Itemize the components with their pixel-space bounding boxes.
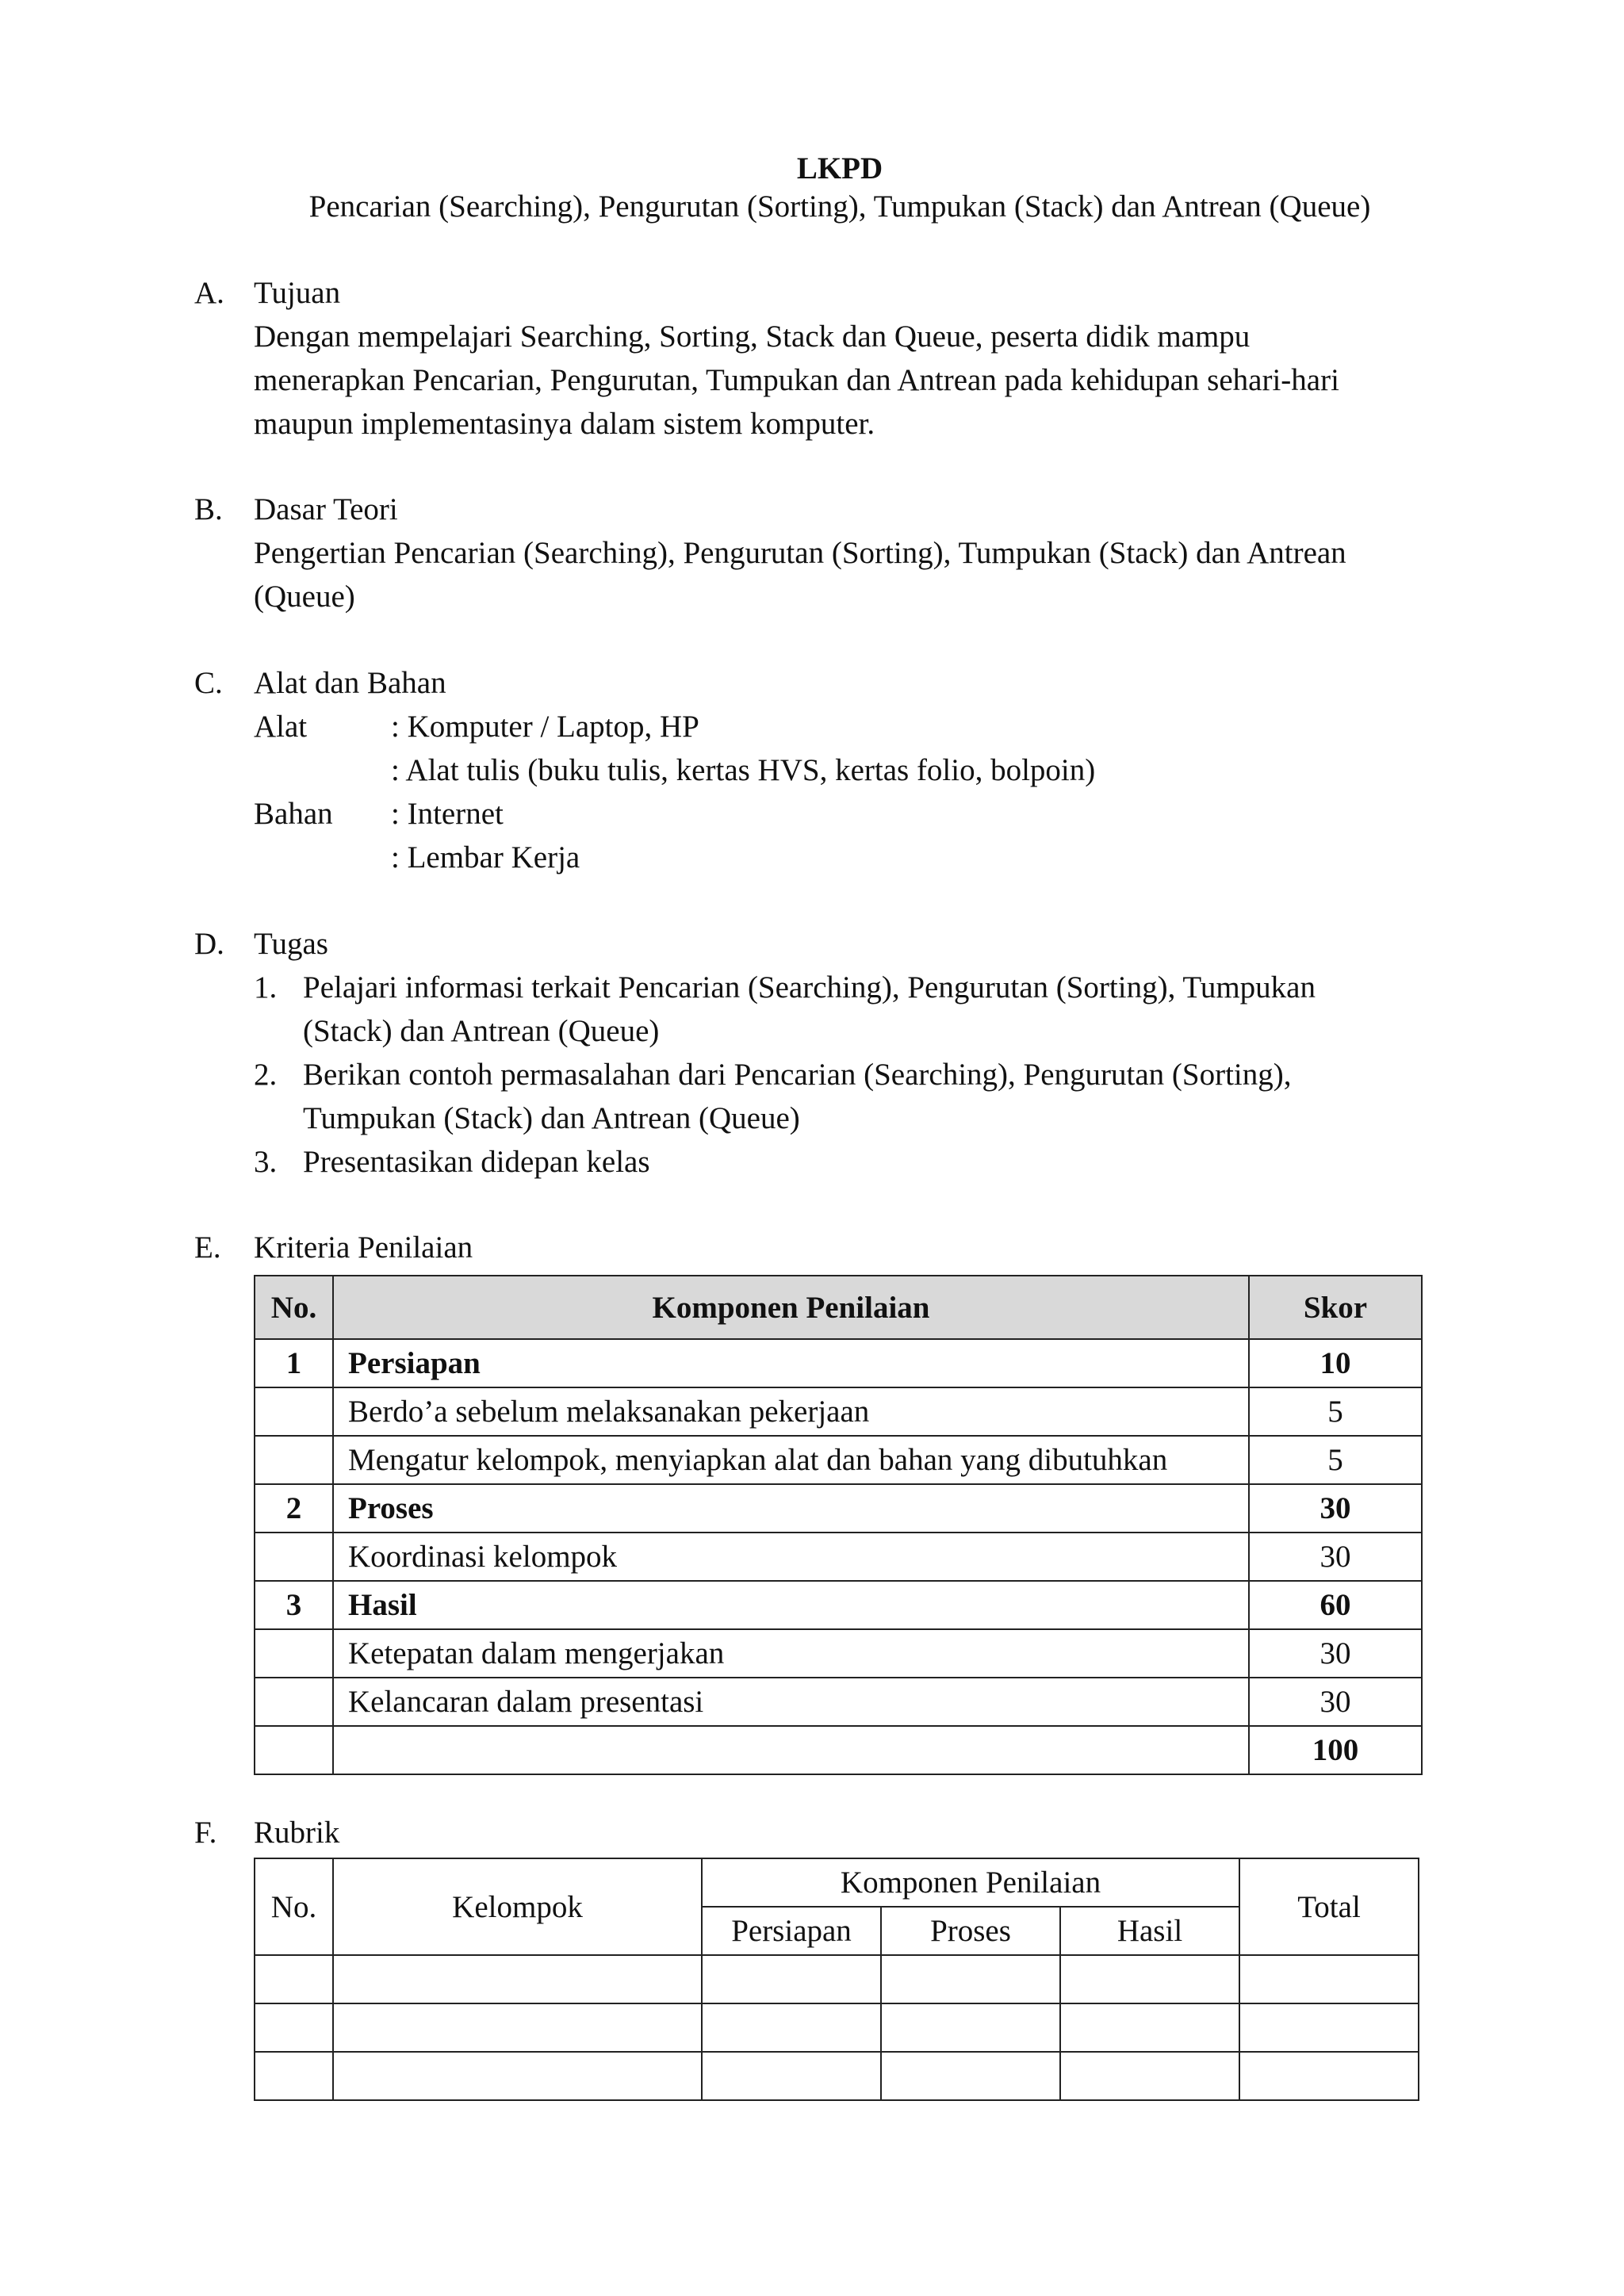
section-d-letter: D. (194, 927, 224, 961)
table-row (255, 1581, 1422, 1629)
rubrik-cell (1239, 1955, 1419, 2003)
rubrik-cell (1239, 2003, 1419, 2052)
rubrik-cell (702, 2052, 881, 2100)
rubrik-header-komponen: Komponen Penilaian (702, 1858, 1239, 1907)
table-row (255, 1484, 1422, 1533)
cell-no: 3 (255, 1581, 333, 1629)
section-b-line: Pengertian Pencarian (Searching), Pengurutan (Sorting), Tumpukan (Stack) dan Antrean (254, 536, 1346, 570)
task-number: 2. (254, 1058, 278, 1092)
cell-komponen: Persiapan (333, 1339, 1249, 1387)
rubrik-cell (881, 2052, 1060, 2100)
cell-no (255, 1678, 333, 1726)
rubrik-cell (702, 2003, 881, 2052)
document-title: LKPD (796, 151, 883, 186)
cell-total-skor: 100 (1249, 1726, 1422, 1774)
rubrik-cell (255, 1955, 333, 2003)
cell-skor: 5 (1249, 1387, 1422, 1436)
rubrik-cell (1060, 2052, 1239, 2100)
cell-skor: 30 (1249, 1678, 1422, 1726)
table-row (255, 1387, 1422, 1436)
section-f-letter: F. (194, 1816, 217, 1850)
bahan-item: : Lembar Kerja (391, 840, 580, 874)
cell-no (255, 1533, 333, 1581)
rubrik-cell (333, 2052, 702, 2100)
rubrik-cell (255, 2003, 333, 2052)
task-text: (Stack) dan Antrean (Queue) (303, 1014, 660, 1048)
section-d-heading: Tugas (254, 927, 328, 961)
document-subtitle: Pencarian (Searching), Pengurutan (Sorting), Tumpukan (Stack) dan Antrean (Queue) (308, 189, 1371, 224)
bahan-item: : Internet (391, 797, 504, 831)
header-skor: Skor (1249, 1276, 1422, 1339)
table-row (255, 1629, 1422, 1678)
header-no: No. (255, 1276, 333, 1339)
cell-komponen: Ketepatan dalam mengerjakan (333, 1629, 1249, 1678)
cell-skor: 10 (1249, 1339, 1422, 1387)
rubrik-header-row (255, 1858, 1419, 1907)
cell-komponen: Proses (333, 1484, 1249, 1533)
table-row (255, 1339, 1422, 1387)
rubrik-header-kelompok: Kelompok (333, 1858, 702, 1955)
section-a-line: maupun implementasinya dalam sistem komputer. (254, 407, 875, 441)
header-komponen: Komponen Penilaian (333, 1276, 1249, 1339)
cell-komponen: Berdo’a sebelum melaksanakan pekerjaan (333, 1387, 1249, 1436)
cell-skor: 30 (1249, 1629, 1422, 1678)
cell-no (255, 1436, 333, 1484)
cell-no (255, 1726, 333, 1774)
section-a-line: menerapkan Pencarian, Pengurutan, Tumpukan dan Antrean pada kehidupan sehari-hari (254, 363, 1339, 397)
section-c-heading: Alat dan Bahan (254, 666, 446, 700)
section-b-heading: Dasar Teori (254, 492, 398, 526)
section-a-letter: A. (194, 276, 224, 310)
cell-no: 2 (255, 1484, 333, 1533)
rubrik-header-no: No. (255, 1858, 333, 1955)
section-e-heading: Kriteria Penilaian (254, 1230, 473, 1265)
rubrik-cell (702, 1955, 881, 2003)
task-text: Presentasikan didepan kelas (303, 1145, 650, 1179)
rubrik-subheader-persiapan: Persiapan (702, 1907, 881, 1955)
alat-item: : Komputer / Laptop, HP (391, 710, 699, 744)
rubrik-empty-row (255, 1955, 1419, 2003)
task-number: 3. (254, 1145, 278, 1179)
cell-skor: 5 (1249, 1436, 1422, 1484)
section-e-letter: E. (194, 1230, 221, 1265)
rubrik-subheader-hasil: Hasil (1060, 1907, 1239, 1955)
section-f-heading: Rubrik (254, 1816, 340, 1850)
rubrik-cell (1060, 1955, 1239, 2003)
rubrik-cell (881, 1955, 1060, 2003)
table-row (255, 1678, 1422, 1726)
cell-skor: 30 (1249, 1533, 1422, 1581)
section-a-heading: Tujuan (254, 276, 341, 310)
cell-skor: 60 (1249, 1581, 1422, 1629)
table-total-row (255, 1726, 1422, 1774)
task-text: Tumpukan (Stack) dan Antrean (Queue) (303, 1101, 800, 1135)
rubrik-cell (333, 1955, 702, 2003)
cell-komponen: Hasil (333, 1581, 1249, 1629)
cell-no (255, 1629, 333, 1678)
section-a-line: Dengan mempelajari Searching, Sorting, Stack dan Queue, peserta didik mampu (254, 320, 1251, 354)
cell-no (255, 1387, 333, 1436)
alat-item: : Alat tulis (buku tulis, kertas HVS, kertas folio, bolpoin) (391, 753, 1096, 787)
cell-no: 1 (255, 1339, 333, 1387)
task-text: Berikan contoh permasalahan dari Pencarian (Searching), Pengurutan (Sorting), (303, 1058, 1292, 1092)
rubrik-cell (881, 2003, 1060, 2052)
cell-komponen: Mengatur kelompok, menyiapkan alat dan bahan yang dibutuhkan (333, 1436, 1249, 1484)
task-number: 1. (254, 970, 278, 1004)
rubrik-cell (333, 2003, 702, 2052)
cell-komponen (333, 1726, 1249, 1774)
bahan-label: Bahan (254, 797, 333, 831)
table-header-row (255, 1276, 1422, 1339)
rubrik-header-total: Total (1239, 1858, 1419, 1955)
table-row (255, 1533, 1422, 1581)
alat-label: Alat (254, 710, 308, 744)
cell-komponen: Koordinasi kelompok (333, 1533, 1249, 1581)
rubrik-empty-row (255, 2052, 1419, 2100)
rubrik-subheader-proses: Proses (881, 1907, 1060, 1955)
task-text: Pelajari informasi terkait Pencarian (Searching), Pengurutan (Sorting), Tumpukan (303, 970, 1316, 1004)
section-b-line: (Queue) (254, 580, 355, 614)
cell-skor: 30 (1249, 1484, 1422, 1533)
rubrik-empty-row (255, 2003, 1419, 2052)
section-b-letter: B. (194, 492, 223, 526)
cell-komponen: Kelancaran dalam presentasi (333, 1678, 1249, 1726)
rubrik-cell (1239, 2052, 1419, 2100)
rubrik-table (254, 1858, 1419, 2101)
rubrik-cell (1060, 2003, 1239, 2052)
kriteria-penilaian-table (254, 1275, 1423, 1775)
section-c-letter: C. (194, 666, 223, 700)
rubrik-cell (255, 2052, 333, 2100)
table-row (255, 1436, 1422, 1484)
